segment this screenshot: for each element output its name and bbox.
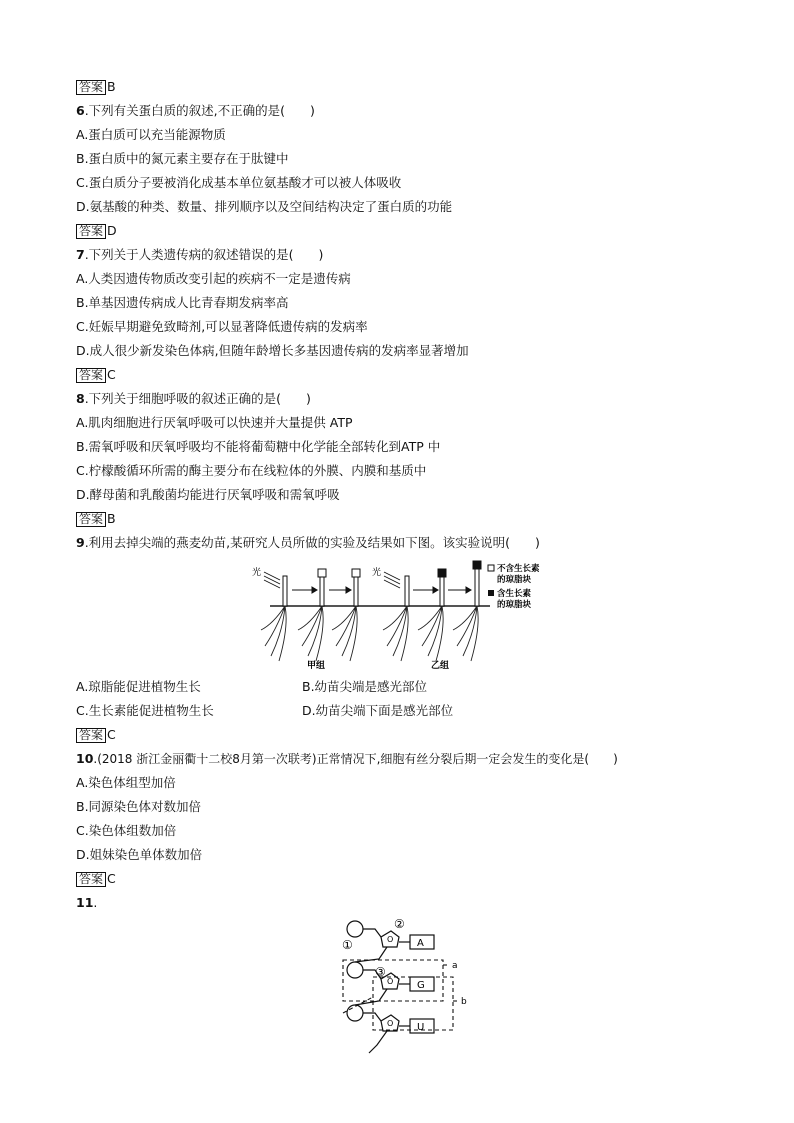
question-text: .下列关于人类遗传病的叙述错误的是( ) [84,247,324,262]
q8-option-b: B.需氧呼吸和厌氧呼吸均不能将葡萄糖中化学能全部转化到ATP 中 [76,439,441,454]
q6-option-c: C.蛋白质分子要被消化成基本单位氨基酸才可以被人体吸收 [76,175,402,190]
q6-answer [76,223,117,239]
q8-option-a: A.肌肉细胞进行厌氧呼吸可以快速并大量提供 ATP [76,415,353,430]
q10-option-d: D.姐妹染色单体数加倍 [76,847,203,862]
answer-value: C [107,871,116,886]
answer-value: D [107,223,117,238]
phosphate-1 [347,921,363,937]
legend-no-auxin-swatch [488,565,494,571]
q9-option-c: C.生长素能促进植物生长 [76,703,214,718]
question-text: .下列关于细胞呼吸的叙述正确的是( ) [84,391,311,406]
q10-option-c: C.染色体组数加倍 [76,823,177,838]
q7-option-b: B.单基因遗传病成人比青春期发病率高 [76,295,289,310]
answer-value: C [107,727,116,742]
q8-option-d: D.酵母菌和乳酸菌均能进行厌氧呼吸和需氧呼吸 [76,487,340,502]
region-a-label: a [452,961,458,971]
q11-rna-strand-figure [325,915,475,1060]
light-label-2: 光 [372,568,382,578]
q10-stem [76,751,618,767]
q8-stem [76,391,311,407]
q10-answer [76,871,116,887]
legend-auxin-line2: 的琼脂块 [497,600,532,610]
oxygen-3: O [387,1019,394,1028]
question-text: .利用去掉尖端的燕麦幼苗,某研究人员所做的实验及结果如下图。该实验说明( ) [84,535,540,550]
oxygen-2: O [387,977,394,986]
answer-label: 答案 [76,728,106,743]
group-a-seedlings [283,569,360,606]
legend-no-auxin-line1: 不含生长素 [497,564,540,574]
marker-3: ③ [375,965,386,979]
light-label-1: 光 [252,568,262,578]
answer-label: 答案 [76,872,106,887]
group-b-label: 乙组 [431,661,450,671]
answer-label: 答案 [76,80,106,95]
q6-option-b: B.蛋白质中的氮元素主要存在于肽键中 [76,151,289,166]
light-arrows-icon [264,572,280,588]
marker-2: ② [394,917,405,931]
base-u-label: U [417,1022,425,1033]
q6-option-a: A.蛋白质可以充当能源物质 [76,127,226,142]
marker-1: ① [342,938,353,952]
answer-value: C [107,367,116,382]
answer-label: 答案 [76,512,106,527]
region-b [373,977,453,1030]
question-suffix: . [93,895,98,910]
base-g-label: G [417,980,425,991]
region-b-label: b [461,997,467,1007]
q11-stem [76,895,97,911]
q9-answer [76,727,116,743]
root-systems [261,606,478,661]
phosphate-3 [347,1005,363,1021]
group-b-seedlings [405,561,481,606]
q10-option-b: B.同源染色体对数加倍 [76,799,202,814]
answer-label: 答案 [76,224,106,239]
q9-option-a: A.琼脂能促进植物生长 [76,679,201,694]
q9-oat-seedling-figure [250,558,580,674]
phosphate-2 [347,962,363,978]
q7-option-c: C.妊娠早期避免致畸剂,可以显著降低遗传病的发病率 [76,319,368,334]
q7-option-d: D.成人很少新发染色体病,但随年龄增长多基因遗传病的发病率显著增加 [76,343,469,358]
q9-option-b: B.幼苗尖端是感光部位 [302,679,428,694]
q6-stem [76,103,315,119]
question-number: 8 [76,391,85,406]
q9-stem [76,535,540,551]
q7-stem [76,247,323,263]
answer-value: B [107,511,116,526]
answer-value: B [107,79,116,94]
q5-answer [76,79,116,95]
question-number: 9 [76,535,85,550]
oxygen-1: O [387,935,394,944]
answer-label: 答案 [76,368,106,383]
legend-auxin-swatch [488,590,494,596]
q10-option-a: A.染色体组型加倍 [76,775,176,790]
light-arrows-icon [384,572,400,588]
q9-option-d: D.幼苗尖端下面是感光部位 [302,703,454,718]
legend-auxin-line1: 含生长素 [497,589,532,599]
q7-answer [76,367,116,383]
legend-no-auxin-line2: 的琼脂块 [497,575,532,585]
question-number: 10 [76,751,94,766]
question-text: .(2018 浙江金丽衢十二校8月第一次联考)正常情况下,细胞有丝分裂后期一定会发生的变化是( ) [93,752,618,766]
question-number: 11 [76,895,94,910]
question-number: 6 [76,103,85,118]
q8-answer [76,511,116,527]
question-number: 7 [76,247,85,262]
q6-option-d: D.氨基酸的种类、数量、排列顺序以及空间结构决定了蛋白质的功能 [76,199,453,214]
q7-option-a: A.人类因遗传物质改变引起的疾病不一定是遗传病 [76,271,351,286]
group-a-label: 甲组 [307,661,326,671]
q8-option-c: C.柠檬酸循环所需的酶主要分布在线粒体的外膜、内膜和基质中 [76,463,427,478]
question-text: .下列有关蛋白质的叙述,不正确的是( ) [84,103,315,118]
base-a-label: A [417,938,424,949]
